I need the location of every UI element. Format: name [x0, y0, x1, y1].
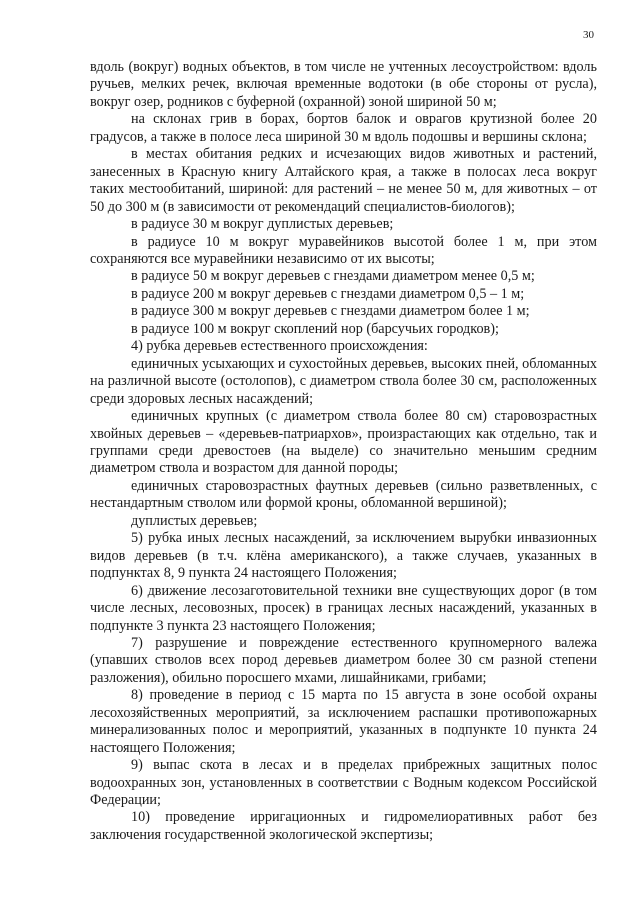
paragraph-7: в радиусе 200 м вокруг деревьев с гнездами диаметром 0,5 – 1 м; — [131, 285, 525, 302]
paragraph-12: единичных крупных (с диаметром ствола более 80 см) старовозрастных хвойных деревьев – «деревьев-патриархов», произрастающих как отдельно, так и группами среди древостоев (на выделе) со значительно меньшим средним диаметром ствола и возрастом для данной породы; — [90, 408, 597, 477]
paragraph-6: в радиусе 50 м вокруг деревьев с гнездами диаметром менее 0,5 м; — [131, 268, 535, 285]
page-number: 30 — [583, 29, 594, 41]
paragraph-15: 5) рубка иных лесных насаждений, за исключением вырубки инвазионных видов деревьев (в т.ч. клёна американского), а также случаев, указанных в подпунктах 8, 9 пункта 24 настоящего Положения; — [90, 530, 597, 582]
paragraph-10: 4) рубка деревьев естественного происхождения: — [131, 338, 428, 355]
paragraph-18: 8) проведение в период с 15 марта по 15 августа в зоне особой охраны лесохозяйственных мероприятий, за исключением распашки противопожарных минерализованных полос и мероприятий, указанных в подпункте 10 пункта 24 настоящего Положения; — [90, 687, 597, 756]
paragraph-16: 6) движение лесозаготовительной техники вне существующих дорог (в том числе лесных, лесовозных, просек) в границах лесных насаждений, указанных в подпункте 3 пункта 23 настоящего Положения; — [90, 582, 597, 634]
paragraph-1: вдоль (вокруг) водных объектов, в том числе не учтенных лесоустройством: вдоль ручьев, мелких речек, включая временные водотоки (в обе стороны от русла), вокруг озер, родников с буферной (охранной) зоной шириной 50 м; — [90, 59, 597, 110]
paragraph-4: в радиусе 30 м вокруг дуплистых деревьев; — [131, 216, 394, 233]
paragraph-2: на склонах грив в борах, бортов балок и оврагов крутизной более 20 градусов, а также в полосе леса шириной 30 м вдоль подошвы и вершины склона; — [90, 111, 597, 145]
paragraph-14: дуплистых деревьев; — [131, 512, 258, 529]
paragraph-20: 10) проведение ирригационных и гидромелиоративных работ без заключения государственной экологической экспертизы; — [90, 809, 597, 843]
paragraph-3: в местах обитания редких и исчезающих видов животных и растений, занесенных в Красную книгу Алтайского края, а также в полосах леса вокруг таких местообитаний, шириной: для растений – не менее 50 м, для животных – от 50 до 300 м (в зависимости от рекомендаций специалистов-биологов); — [90, 146, 597, 215]
paragraph-8: в радиусе 300 м вокруг деревьев с гнездами диаметром более 1 м; — [131, 303, 530, 320]
paragraph-13: единичных старовозрастных фаутных деревьев (сильно разветвленных, с нестандартным стволом или формой кроны, обломанной вершиной); — [90, 477, 597, 512]
paragraph-19: 9) выпас скота в лесах и в пределах прибрежных защитных полос водоохранных зон, установленных в соответствии с Водным кодексом Российской Федерации; — [90, 757, 597, 809]
paragraph-11: единичных усыхающих и сухостойных деревьев, высоких пней, обломанных на различной высоте (остолопов), с диаметром ствола более 30 см, расположенных среди здоровых лесных насаждений; — [90, 355, 597, 407]
paragraph-9: в радиусе 100 м вокруг скоплений нор (барсучьих городков); — [131, 320, 499, 337]
document-body — [90, 59, 597, 844]
paragraph-5: в радиусе 10 м вокруг муравейников высотой более 1 м, при этом сохраняются все муравейники независимо от их высоты; — [90, 233, 597, 267]
paragraph-17: 7) разрушение и повреждение естественного крупномерного валежа (упавших стволов всех пород деревьев диаметром более 30 см разной степени разложения), обильно поросшего мхами, лишайниками, грибами; — [90, 634, 597, 686]
